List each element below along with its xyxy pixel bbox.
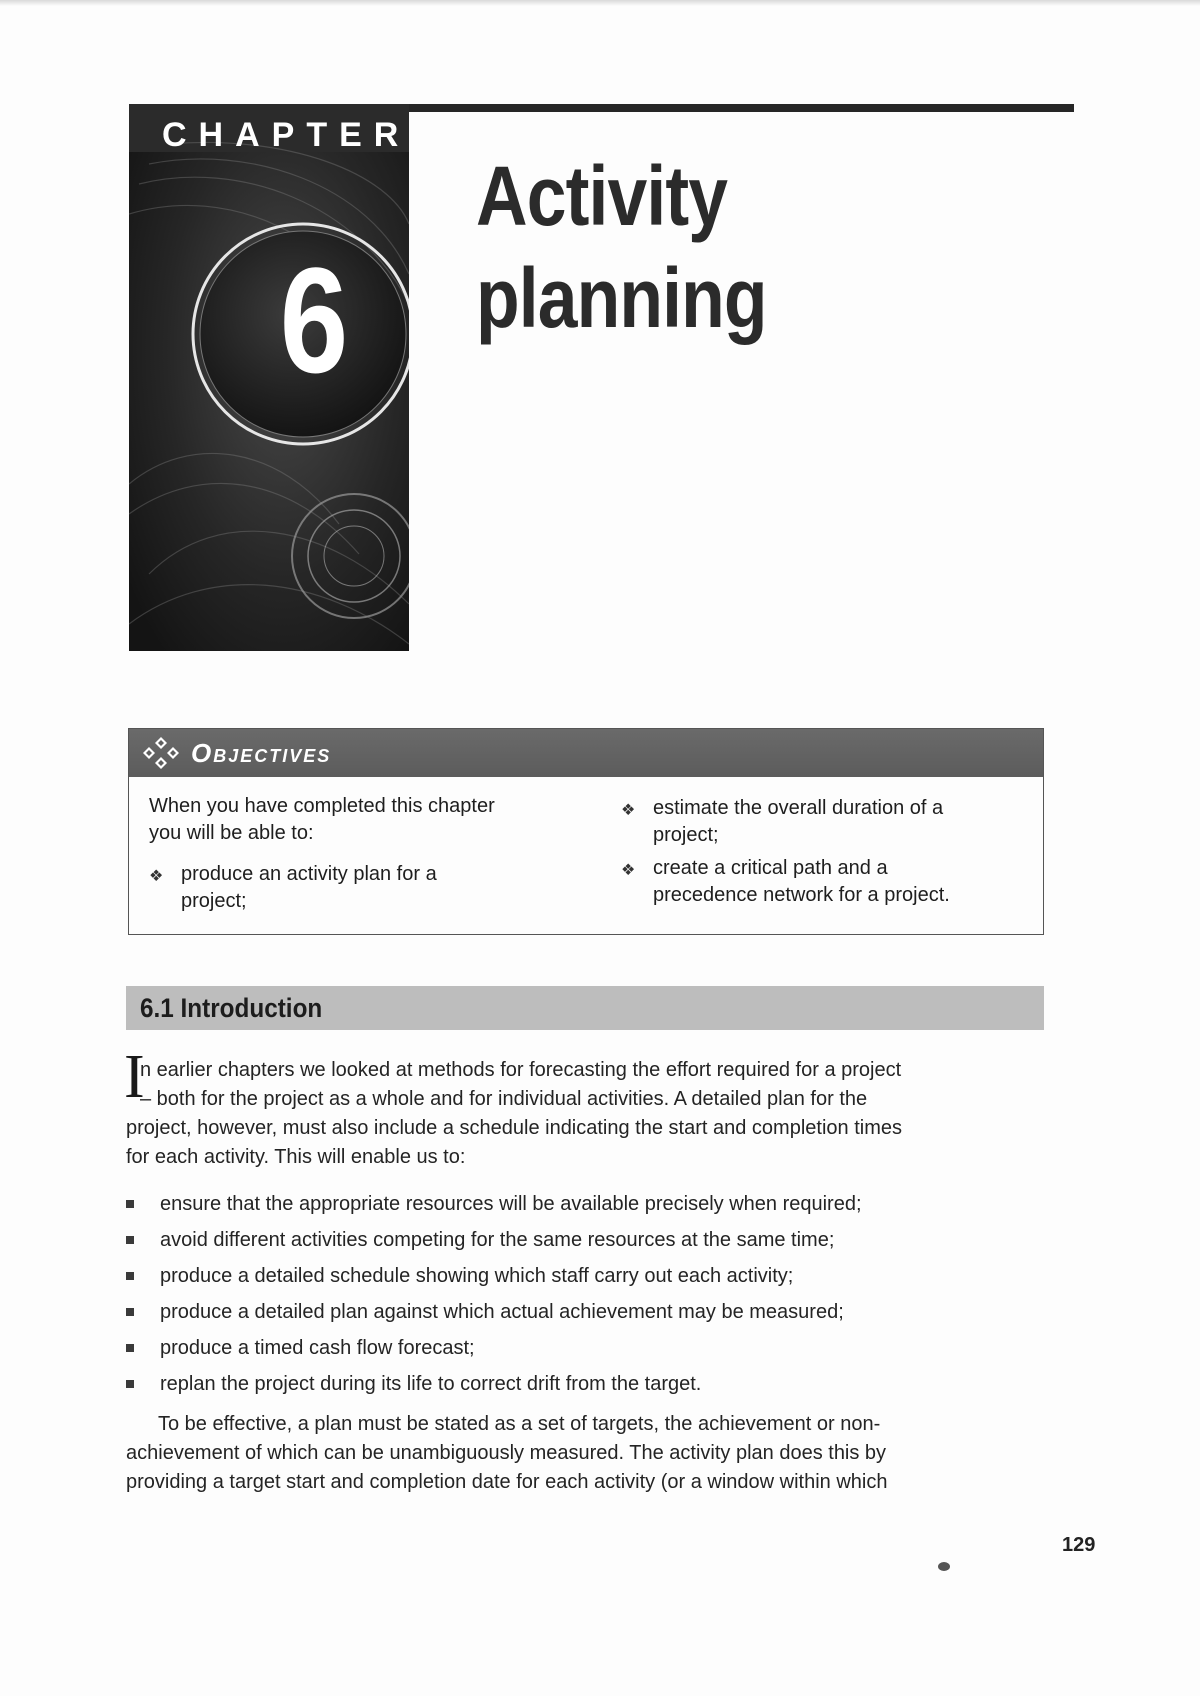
intro-line-2: – both for the project as a whole and for individual activities. A detailed plan for the	[140, 1088, 868, 1110]
drop-cap: I	[124, 1043, 145, 1111]
objectives-header	[129, 729, 1043, 777]
print-smudge	[938, 1562, 950, 1571]
list-item: produce a timed cash flow forecast;	[126, 1330, 862, 1366]
objective-1-line-1: produce an activity plan for a	[181, 863, 437, 885]
chapter-label: CHAPTER	[162, 116, 411, 154]
chapter-title-line-2: planning	[476, 251, 767, 345]
diamond-bullet-icon: ❖	[149, 868, 164, 885]
square-bullet-icon	[126, 1272, 134, 1280]
square-bullet-icon	[126, 1380, 134, 1388]
intro-line-4: for each activity. This will enable us to:	[126, 1146, 466, 1168]
objectives-heading: Objectives	[191, 738, 332, 768]
list-item: produce a detailed plan against which actual achievement may be measured;	[126, 1294, 862, 1330]
objectives-box	[128, 728, 1044, 935]
list-item: replan the project during its life to correct drift from the target.	[126, 1366, 862, 1402]
intro-line-3: project, however, must also include a schedule indicating the start and completion times	[126, 1117, 902, 1139]
square-bullet-icon	[126, 1236, 134, 1244]
list-item: ensure that the appropriate resources will be available precisely when required;	[126, 1186, 862, 1222]
closing-line-2: achievement of which can be unambiguously measured. The activity plan does this by	[126, 1442, 887, 1464]
chapter-number: 6	[279, 236, 349, 404]
objective-3-line-2: precedence network for a project.	[653, 884, 950, 906]
objective-1-line-2: project;	[181, 890, 247, 912]
objective-3-line-1: create a critical path and a	[653, 857, 888, 879]
intro-paragraph	[126, 1056, 902, 1172]
page-number: 129	[1062, 1534, 1096, 1556]
chapter-title-line-1: Activity	[476, 149, 728, 243]
diamond-bullet-icon: ❖	[621, 802, 636, 819]
intro-line-1: n earlier chapters we looked at methods for forecasting the effort required for a project	[140, 1059, 902, 1081]
closing-line-3: providing a target start and completion date for each activity (or a window within which	[126, 1471, 888, 1493]
benefits-list	[126, 1186, 862, 1402]
square-bullet-icon	[126, 1200, 134, 1208]
objectives-intro-line-1: When you have completed this chapter	[149, 795, 495, 817]
objectives-intro-line-2: you will be able to:	[149, 822, 314, 844]
diamond-bullet-icon: ❖	[621, 862, 636, 879]
objective-2-line-1: estimate the overall duration of a	[653, 797, 944, 819]
list-item: avoid different activities competing for the same resources at the same time;	[126, 1222, 862, 1258]
diamond-cluster-icon	[139, 735, 183, 776]
objective-2-line-2: project;	[653, 824, 719, 846]
square-bullet-icon	[126, 1344, 134, 1352]
square-bullet-icon	[126, 1308, 134, 1316]
section-heading: 6.1 Introduction	[140, 993, 323, 1023]
page-top-edge	[0, 0, 1200, 6]
list-item: produce a detailed schedule showing which staff carry out each activity;	[126, 1258, 862, 1294]
closing-paragraph	[126, 1410, 888, 1497]
closing-line-1: To be effective, a plan must be stated as a set of targets, the achievement or non-	[158, 1413, 881, 1435]
